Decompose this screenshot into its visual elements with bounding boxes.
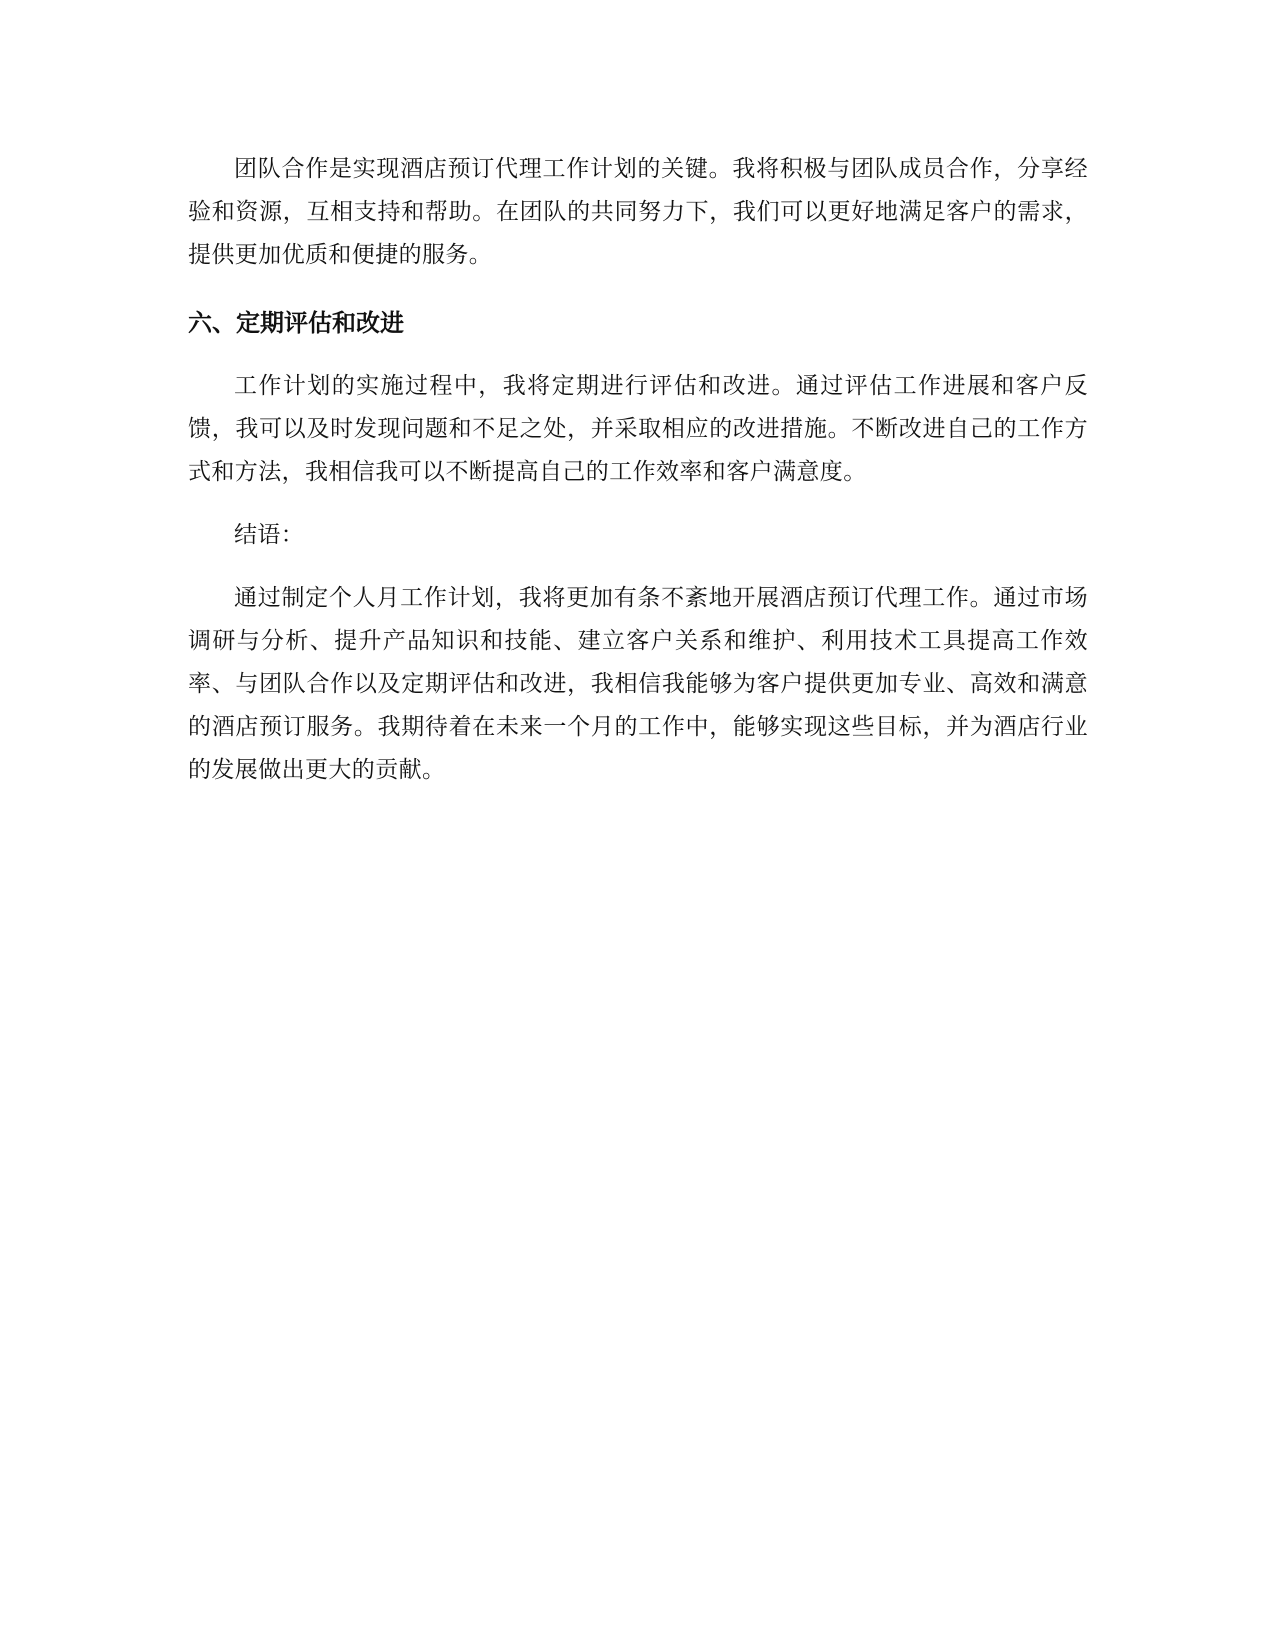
section-heading-regular-review: 六、定期评估和改进: [188, 309, 404, 337]
document-page: [188, 148, 1088, 792]
conclusion-label: 结语：: [234, 522, 305, 548]
paragraph-team-cooperation: 团队合作是实现酒店预订代理工作计划的关键。我将积极与团队成员合作，分享经验和资源，互相支持和帮助。在团队的共同努力下，我们可以更好地满足客户的需求，提供更加优质和便捷的服务。: [188, 156, 1088, 268]
paragraph-conclusion: 通过制定个人月工作计划，我将更加有条不紊地开展酒店预订代理工作。通过市场调研与分析、提升产品知识和技能、建立客户关系和维护、利用技术工具提高工作效率、与团队合作以及定期评估和改进，我相信我能够为客户提供更加专业、高效和满意的酒店预订服务。我期待着在未来一个月的工作中，能够实现这些目标，并为酒店行业的发展做出更大的贡献。: [188, 585, 1088, 783]
paragraph-regular-review: 工作计划的实施过程中，我将定期进行评估和改进。通过评估工作进展和客户反馈，我可以及时发现问题和不足之处，并采取相应的改进措施。不断改进自己的工作方式和方法，我相信我可以不断提高自己的工作效率和客户满意度。: [188, 373, 1088, 485]
